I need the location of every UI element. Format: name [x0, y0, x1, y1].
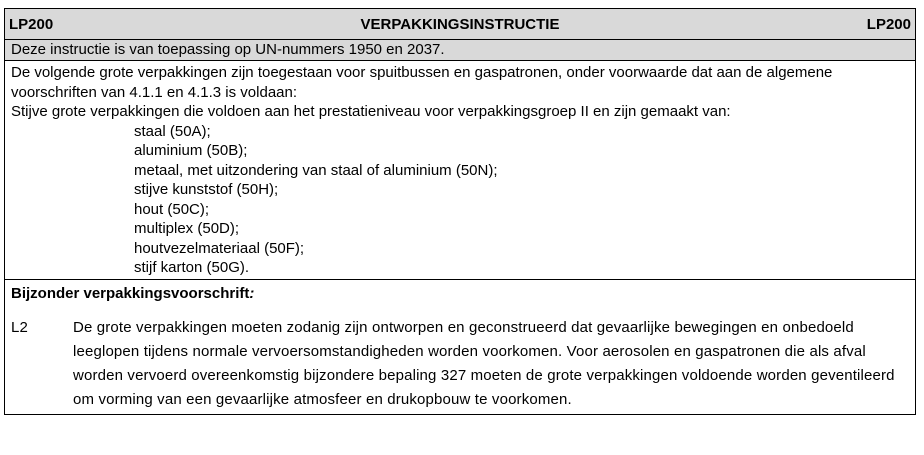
material-item: staal (50A); [134, 122, 211, 140]
scope-row: Deze instructie is van toepassing op UN-nummers 1950 en 2037. [5, 40, 915, 61]
material-item: aluminium (50B); [134, 142, 248, 159]
instruction-code-right: LP200 [866, 15, 911, 33]
provision-text: De grote verpakkingen moeten zodanig zijn ontworpen en geconstrueerd dat gevaarlijke bewegingen en onbedoeld leeglopen tijdens normale vervoersomstandigheden worden voorkomen. Voor aerosolen en gaspatronen die als afval worden vervoerd overeenkomstig bijzondere bepaling 327 moeten de grote verpakkingen voldoende worden geventileerd om vorming van een gevaarlijke atmosfeer en drukopbouw te voorkomen. [73, 318, 895, 408]
intro-line-2: voorschriften van 4.1.1 en 4.1.3 is voldaan: [11, 83, 298, 101]
material-item: metaal, met uitzondering van staal of aluminium (50N); [134, 161, 498, 179]
material-item: stijve kunststof (50H); [134, 181, 279, 198]
material-item: houtvezelmateriaal (50F); [134, 239, 305, 257]
instruction-title: VERPAKKINGSINSTRUCTIE [360, 15, 560, 33]
table-header [5, 9, 915, 40]
special-provisions-heading [11, 284, 909, 304]
provision-code: L2 [11, 318, 28, 336]
special-provisions-section [5, 280, 915, 414]
material-item: stijf karton (50G). [134, 259, 250, 276]
special-provisions-colon: : [249, 284, 255, 302]
provision-row [11, 316, 909, 412]
material-item: multiplex (50D); [134, 220, 240, 237]
material-item: hout (50C); [134, 200, 210, 218]
intro-line-1: De volgende grote verpakkingen zijn toegestaan voor spuitbussen en gaspatronen, onder voorwaarde dat aan de algemene [11, 64, 833, 81]
special-provisions-title: Bijzonder verpakkingsvoorschrift [11, 284, 250, 302]
authorized-packagings-section [5, 61, 915, 280]
instruction-code-left: LP200 [9, 15, 54, 33]
packing-instruction-table [4, 8, 916, 415]
intro-line-3: Stijve grote verpakkingen die voldoen aan het prestatieniveau voor verpakkingsgroep II en zijn gemaakt van: [11, 103, 731, 120]
material-list [11, 122, 909, 278]
